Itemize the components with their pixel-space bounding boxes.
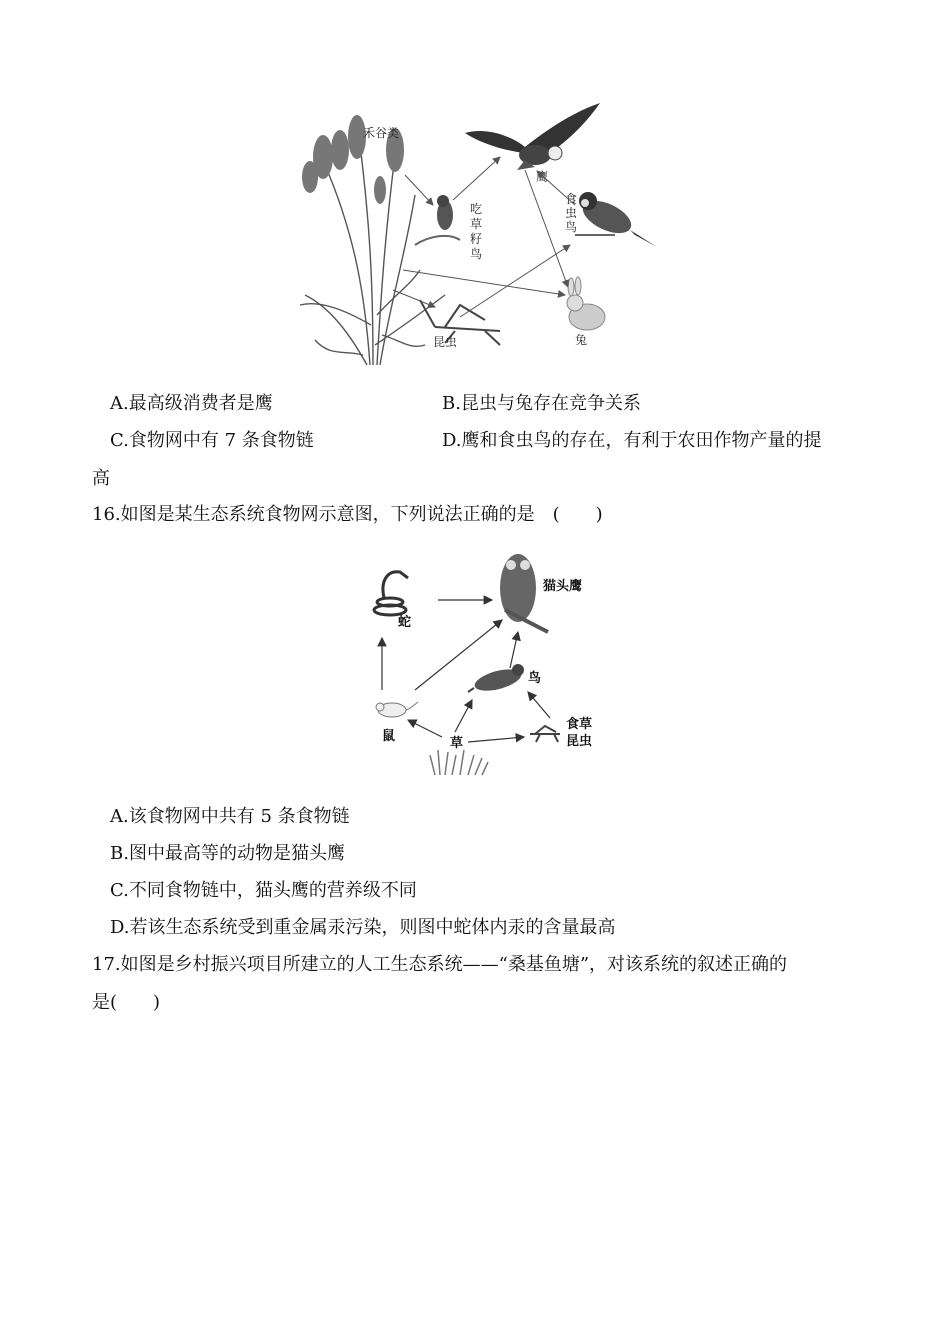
q15-option-b: B.昆虫与兔存在竞争关系 — [442, 393, 641, 414]
svg-text:虫: 虫 — [565, 206, 578, 220]
seed-bird-image — [415, 195, 460, 245]
snake-image — [374, 572, 408, 615]
q15-option-a: A.最高级消费者是鹰 — [110, 393, 273, 414]
q16-option-d: D.若该生态系统受到重金属汞污染，则图中蛇体内汞的含量最高 — [110, 917, 616, 938]
mouse-label: 鼠 — [382, 729, 396, 744]
svg-text:籽: 籽 — [470, 232, 483, 246]
q17-stem-line2: 是( ) — [92, 992, 161, 1013]
food-web-arrows — [393, 157, 578, 317]
bird-image — [468, 664, 524, 695]
eagle-image — [465, 103, 600, 170]
insect-label: 昆虫 — [433, 335, 458, 349]
q17-stem-line1: 17.如图是乡村振兴项目所建立的人工生态系统——“桑基鱼塘”，对该系统的叙述正确的 — [92, 954, 788, 975]
herbivore-insect-label-line1: 食草 — [566, 717, 593, 732]
seed-bird-label — [470, 202, 482, 261]
rabbit-image — [567, 277, 605, 330]
q16-stem: 16.如图是某生态系统食物网示意图，下列说法正确的是 ( ) — [92, 504, 603, 525]
herbivore-insect-image — [530, 726, 560, 742]
q15-option-d-continuation: 高 — [92, 468, 110, 489]
rabbit-label: 兔 — [575, 333, 588, 347]
food-web-figure-1 — [285, 95, 665, 375]
svg-text:草: 草 — [470, 217, 483, 231]
q16-option-c: C.不同食物链中，猫头鹰的营养级不同 — [110, 880, 417, 901]
owl-label: 猫头鹰 — [543, 579, 583, 594]
eagle-label: 鹰 — [536, 170, 549, 184]
snake-label: 蛇 — [398, 615, 412, 630]
q16-option-b: B.图中最高等的动物是猫头鹰 — [110, 843, 345, 864]
insect-bird-image — [575, 192, 657, 247]
q15-option-d: D.鹰和食虫鸟的存在，有利于农田作物产量的提 — [442, 430, 822, 451]
svg-text:食: 食 — [565, 192, 578, 206]
insect-image — [420, 300, 500, 345]
svg-text:鸟: 鸟 — [470, 247, 483, 261]
q16-option-a: A.该食物网中共有 5 条食物链 — [110, 806, 350, 827]
bird-label: 鸟 — [528, 671, 542, 686]
herbivore-insect-label-line2: 昆虫 — [566, 734, 593, 749]
svg-text:吃: 吃 — [470, 202, 483, 216]
svg-text:鸟: 鸟 — [565, 220, 578, 234]
food-web-figure-2 — [360, 540, 610, 780]
q15-option-c: C.食物网中有 7 条食物链 — [110, 430, 314, 451]
grass-label: 草 — [450, 736, 464, 751]
mouse-image — [376, 702, 418, 717]
owl-image — [500, 554, 548, 632]
grass-image — [430, 750, 488, 775]
cereal-label: 禾谷类 — [363, 126, 400, 140]
